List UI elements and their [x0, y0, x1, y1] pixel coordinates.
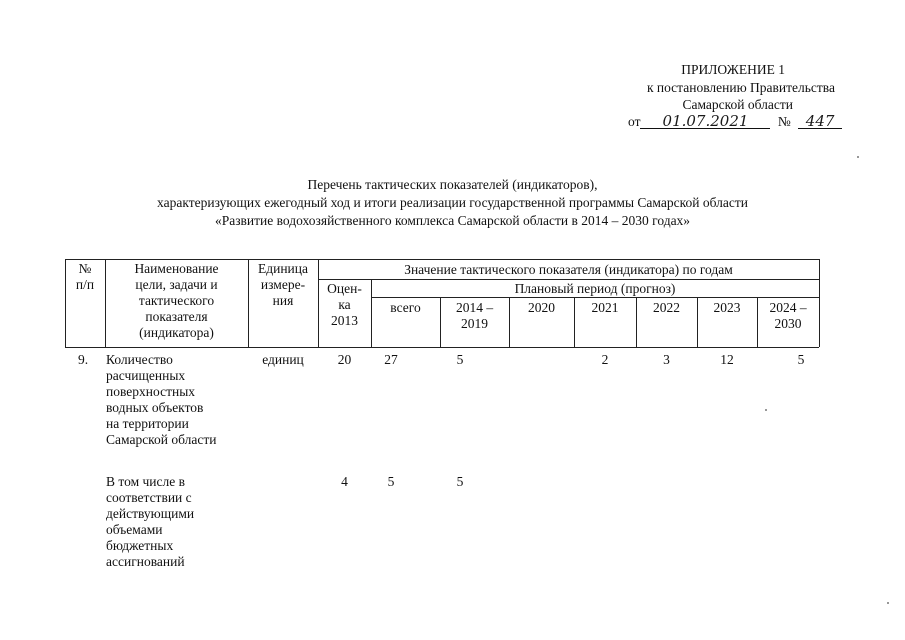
- row-2022: 3: [663, 352, 670, 367]
- header-values-group: Значение тактического показателя (индикатора) по годам: [404, 262, 733, 277]
- appendix-title: ПРИЛОЖЕНИЕ 1: [681, 62, 785, 77]
- scan-speck: [765, 409, 767, 411]
- header-unit: Единица измере- ния: [257, 261, 308, 308]
- header-estimate: Оцен- ка 2013: [327, 281, 362, 328]
- header-name: Наименование цели, задачи и тактического показателя (индикатора): [134, 261, 219, 340]
- header-2014-2019: 2014 – 2019: [455, 300, 494, 331]
- row-estimate: 20: [337, 352, 352, 367]
- date-prefix: от: [628, 114, 641, 129]
- row-2021: 2: [601, 352, 609, 367]
- header-2022: 2022: [653, 300, 680, 315]
- header-2020: 2020: [528, 300, 555, 315]
- row-num: 9.: [78, 352, 89, 367]
- row-name: Количество расчищенных поверхностных водных объектов на территории Самарской области: [106, 352, 217, 447]
- header-2024-2030: 2024 – 2030: [769, 300, 807, 331]
- appendix-region: Самарской области: [682, 97, 793, 112]
- row-2024-2030: 5: [797, 352, 805, 367]
- row-2023: 12: [720, 352, 734, 367]
- date-handwritten: 01.07.2021: [640, 114, 770, 129]
- header-2021: 2021: [591, 300, 619, 315]
- row-total: 27: [384, 352, 398, 367]
- row-2014-2019: 5: [456, 474, 464, 489]
- doc-title-line3: «Развитие водохозяйственного комплекса Самарской области в 2014 – 2030 годах»: [214, 213, 691, 228]
- number-prefix: №: [777, 114, 791, 129]
- header-plan-group: Плановый период (прогноз): [514, 281, 676, 296]
- header-total: всего: [390, 300, 421, 315]
- scan-speck: [857, 156, 859, 158]
- appendix-subtitle: к постановлению Правительства: [646, 80, 835, 95]
- number-handwritten: 447: [798, 114, 842, 129]
- scan-speck: [887, 602, 889, 604]
- row-unit: единиц: [262, 352, 304, 367]
- row-name: В том числе в соответствии с действующими объемами бюджетных ассигнований: [106, 474, 195, 569]
- header-num: № п/п: [75, 261, 95, 292]
- doc-title-line2: характеризующих ежегодный ход и итоги реализации государственной программы Самарской области: [157, 195, 748, 210]
- header-2023: 2023: [713, 300, 741, 315]
- row-2014-2019: 5: [456, 352, 464, 367]
- row-estimate: 4: [341, 474, 348, 489]
- doc-title-line1: Перечень тактических показателей (индикаторов),: [307, 177, 598, 192]
- date-number-line: [628, 114, 842, 130]
- row-total: 5: [387, 474, 395, 489]
